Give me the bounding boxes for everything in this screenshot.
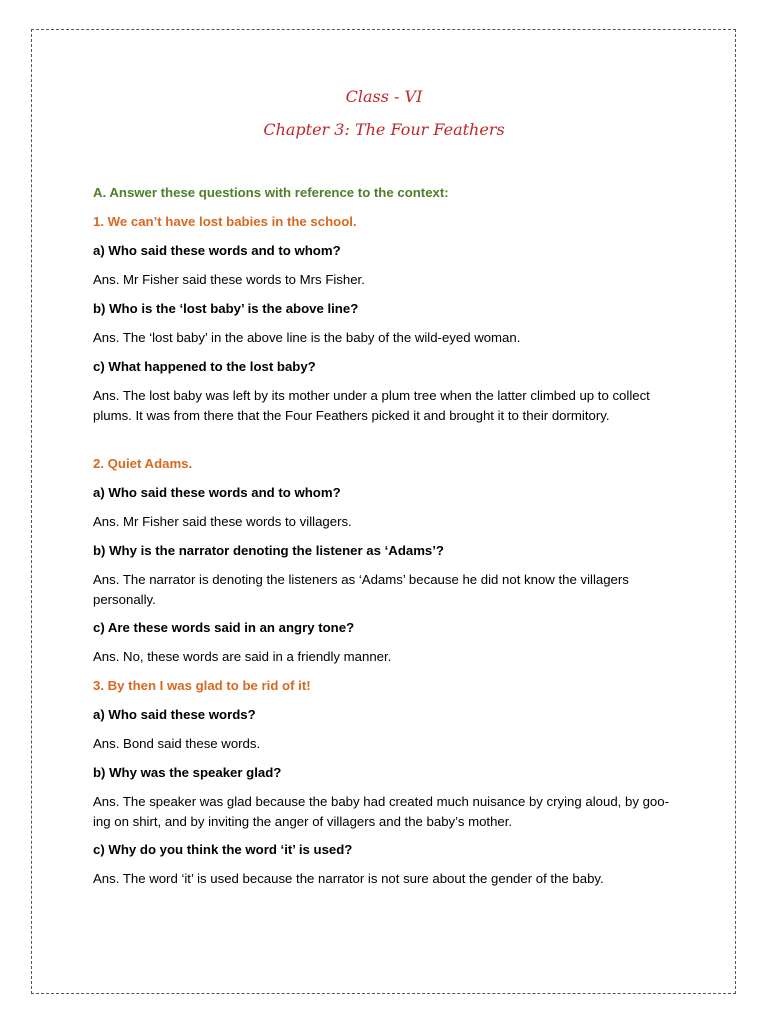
question-3a: a) Who said these words? [93,707,256,722]
answer-2b: Ans. The narrator is denoting the listeners as ‘Adams’ because he did not know the villagers personally. [93,572,629,607]
answer-3c: Ans. The word ‘it’ is used because the narrator is not sure about the gender of the baby. [93,871,604,886]
question-2b: b) Why is the narrator denoting the listener as ‘Adams’? [93,543,444,558]
question-3c: c) Why do you think the word ‘it’ is used? [93,842,353,857]
question-3-quote: 3. By then I was glad to be rid of it! [93,678,311,693]
answer-3b: Ans. The speaker was glad because the baby had created much nuisance by crying aloud, by goo-ing on shirt, and by inviting the anger of villagers and the baby’s mother. [93,794,669,829]
question-3b: b) Why was the speaker glad? [93,765,282,780]
section-a-heading: A. Answer these questions with reference to the context: [93,185,449,200]
question-1c: c) What happened to the lost baby? [93,359,316,374]
answer-1c: Ans. The lost baby was left by its mother under a plum tree when the latter climbed up to collect plums. It was from there that the Four Feathers picked it and brought it to their dormitory. [93,388,650,423]
question-1-quote: 1. We can’t have lost babies in the school. [93,214,357,229]
answer-1b: Ans. The ‘lost baby’ in the above line is the baby of the wild-eyed woman. [93,330,521,345]
answer-1a: Ans. Mr Fisher said these words to Mrs Fisher. [93,272,365,287]
question-1b: b) Who is the ‘lost baby’ is the above line? [93,301,359,316]
question-2a: a) Who said these words and to whom? [93,485,341,500]
answer-3a: Ans. Bond said these words. [93,736,261,751]
question-2c: c) Are these words said in an angry tone? [93,620,355,635]
question-1a: a) Who said these words and to whom? [93,243,341,258]
answer-2a: Ans. Mr Fisher said these words to villagers. [93,514,352,529]
question-2-quote: 2. Quiet Adams. [93,456,193,471]
chapter-title: Chapter 3: The Four Feathers [263,120,505,139]
class-title: Class - VI [345,87,423,106]
answer-2c: Ans. No, these words are said in a friendly manner. [93,649,392,664]
